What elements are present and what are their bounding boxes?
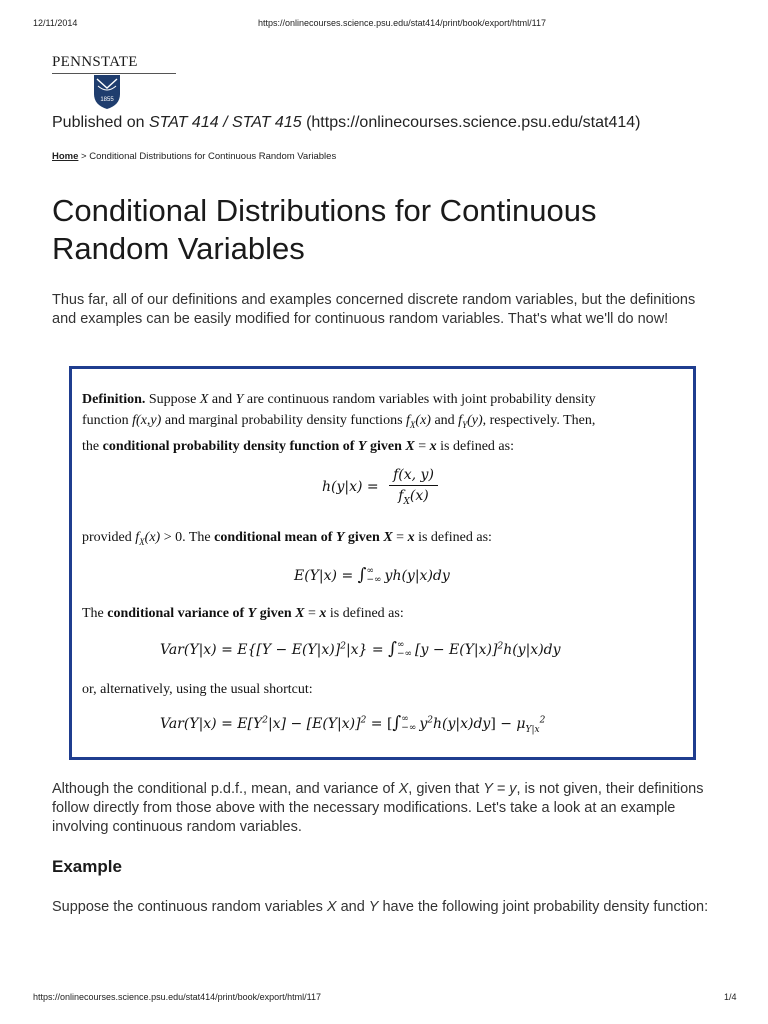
published-line: Published on STAT 414 / STAT 415 (https://onlinecourses.science.psu.edu/stat414) [52,114,641,131]
footer-url: https://onlinecourses.science.psu.edu/stat414/print/book/export/html/117 [33,992,322,1002]
print-footer [0,992,768,1006]
breadcrumb-separator: > [78,151,90,162]
equation-variance-shortcut: $Var(Y|x) = E[Y^2|x] - [E(Y|x)]^2$ = [∫ ∞ −∞ $y^2h(y|x)dy] - \mu_{Y|x}^2$ [160,713,546,735]
breadcrumb-current: Conditional Distributions for Continuous Random Variables [89,151,337,162]
intro-paragraph: Thus far, all of our definitions and examples concerned discrete random variables, but the definitions and examples can be easily modified for continuous random variables. That's what we'll do now! [52,292,696,327]
pennstate-logo[interactable] [52,54,176,112]
example-paragraph: Suppose the continuous random variables X and Y have the following joint probability density function: [52,899,709,915]
site-name: STAT 414 / STAT 415 [148,114,302,131]
site-link[interactable]: https://onlinecourses.science.psu.edu/stat414 [311,114,636,131]
example-heading: Example [52,857,122,876]
equation-conditional-variance: $Var(Y|x) = E\{[Y - E(Y|x)]^2|x\}$ = ∫ ∞ −∞ $[y - E(Y|x)]^2h(y|x)dy$ [160,639,561,659]
equation-conditional-pdf: h(y|x) = $\frac{f(x, y)}{f_X(x)}$ [322,467,438,507]
breadcrumb-home-link[interactable]: Home [52,151,79,162]
print-url: https://onlinecourses.science.psu.edu/stat414/print/book/export/html/117 [258,18,547,28]
definition-paragraph-2: provided $f_X(x) > 0$. The conditional mean of Y given X = x is defined as: [82,530,492,547]
shield-year: 1855 [100,97,114,103]
definition-paragraph-4: or, alternatively, using the usual shortcut: [82,682,313,697]
definition-box [69,366,696,760]
page-title: Conditional Distributions for Continuous Random Variables [52,193,597,266]
breadcrumb [52,151,336,162]
page-number: 1/4 [724,992,737,1002]
print-header [0,18,768,32]
definition-paragraph-3: The conditional variance of Y given X = x is defined as: [82,606,404,621]
definition-paragraph-1: Definition. Suppose X and Y are continuous random variables with joint probability density function f(x,y) and marginal probability density functions $f_X(x)$ and $f_Y(y)$, respectively. Then, the conditional probability density function of Y given X = x is defined as: [82,392,596,454]
logo-wordmark: PENNSTATE [52,54,138,70]
equation-conditional-mean: E(Y|x) = ∫ ∞ −∞ yh(y|x)dy [294,565,450,585]
shield-icon [93,74,121,110]
print-date: 12/11/2014 [33,18,78,28]
after-definition-paragraph: Although the conditional p.d.f., mean, and variance of X, given that Y = y, is not given, their definitions follow directly from those above with the necessary modifications. Let's take a look at an example involving continuous random variables. [52,781,704,835]
